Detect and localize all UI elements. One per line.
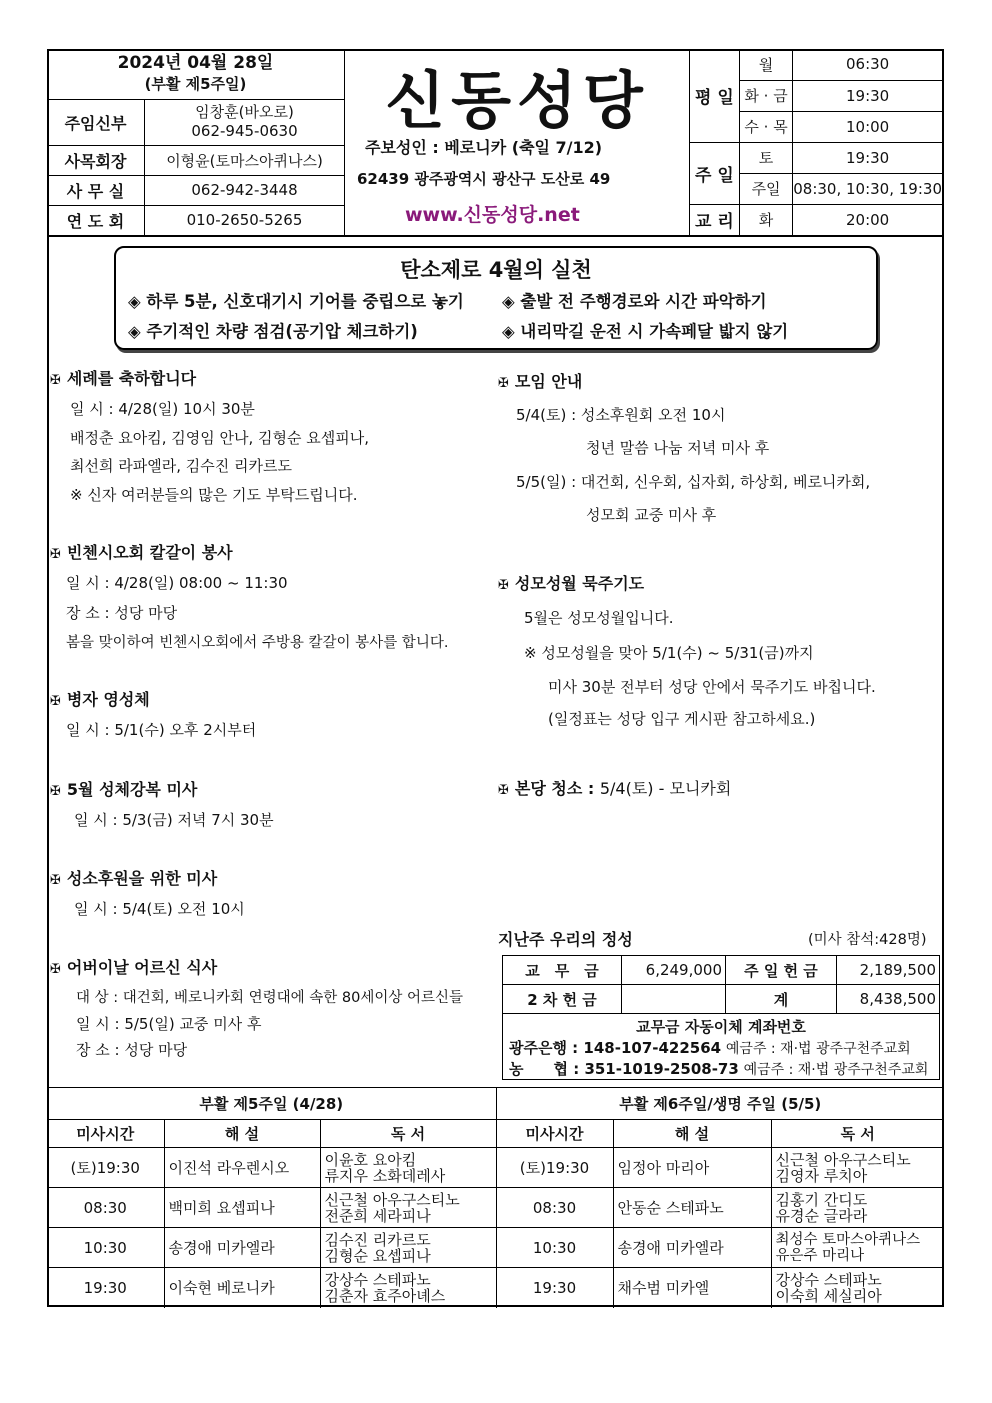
- reader: 전준희 세라피나: [324, 1206, 431, 1225]
- cross-icon: ✠: [50, 547, 61, 562]
- council-label: 사목회장: [47, 145, 145, 175]
- office-label: 사 무 실: [47, 175, 145, 205]
- section-title-text: 성모성월 묵주기도: [514, 574, 645, 593]
- parents-line: 대 상 : 대건회, 베로니카회 연령대에 속한 80세이상 어르신들: [76, 990, 463, 1006]
- schedule-day: 토: [739, 142, 792, 173]
- duty-header: 독 서: [320, 1120, 496, 1148]
- bank-holder: 예금주 : 재·법 광주구천주교회: [743, 1062, 929, 1078]
- offering-label: 계: [726, 985, 837, 1014]
- schedule-time: 08:30, 10:30, 19:30: [793, 173, 942, 204]
- bulletin-week: (부활 제5주일): [144, 74, 247, 93]
- commentator: 송경애 미카엘라: [164, 1228, 320, 1268]
- reader: 김영자 루치아: [775, 1166, 868, 1185]
- rosary-line: ※ 성모성월을 맞아 5/1(수) ~ 5/31(금)까지: [524, 644, 814, 662]
- baptism-line: 배정춘 요아킴, 김영임 안나, 김형순 요셉피나,: [70, 429, 369, 447]
- meeting-line: 5/4(토) : 성소후원회 오전 10시: [516, 406, 726, 424]
- mass-time: 19:30: [47, 1268, 164, 1308]
- schedule-day: 주일: [739, 173, 792, 204]
- cross-icon: ✠: [50, 694, 61, 709]
- rosary-line: 미사 30분 전부터 성당 안에서 묵주기도 바칩니다.: [548, 678, 876, 696]
- schedule-time: 20:00: [793, 204, 942, 235]
- duty-header: 해 설: [164, 1120, 320, 1148]
- commentator: 이숙현 베로니카: [164, 1268, 320, 1308]
- section-vocation-title: [50, 866, 217, 889]
- contact-table: [47, 49, 345, 235]
- section-title-text: 어버이날 어르신 식사: [66, 958, 218, 977]
- cross-icon: ✠: [50, 784, 61, 799]
- sunday-label: 주 일: [690, 142, 740, 204]
- table-row: [47, 1188, 944, 1228]
- commentator: 안동순 스테파노: [613, 1188, 771, 1228]
- parents-line: 장 소 : 성당 마당: [76, 1041, 188, 1059]
- meeting-line: 5/5(일) : 대건회, 신우회, 십자회, 하상회, 베로니카회,: [516, 473, 871, 491]
- bank-account: 148-107-422564: [583, 1039, 722, 1057]
- commentator: 채수범 미카엘: [613, 1268, 771, 1308]
- commentator: 임정아 마리아: [613, 1148, 771, 1188]
- offering-label: 2 차 헌 금: [503, 985, 622, 1014]
- schedule-day: 화 · 금: [739, 80, 792, 111]
- section-title-text: 본당 청소 :: [514, 779, 595, 798]
- reader: 김홍기 간디도: [775, 1190, 868, 1209]
- church-name: 신동성당: [385, 64, 649, 137]
- ministry-duty-table: [47, 1087, 944, 1308]
- cross-icon: ✠: [50, 873, 61, 888]
- weekday-label: 평 일: [690, 49, 740, 142]
- bank-title: 교무금 자동이체 계좌번호: [636, 1018, 806, 1036]
- website-link[interactable]: www.신동성당.net: [405, 204, 580, 226]
- reader: 이윤호 요아킴: [324, 1150, 417, 1169]
- section-sick-title: [50, 687, 150, 710]
- reader: 김형순 요셉피나: [324, 1246, 431, 1265]
- section-title-text: 빈첸시오회 칼갈이 봉사: [66, 543, 233, 562]
- duty-header: 미사시간: [47, 1120, 164, 1148]
- table-row: [47, 1228, 944, 1268]
- title-block: [345, 49, 689, 235]
- benediction-line: 일 시 : 5/3(금) 저녁 7시 30분: [74, 811, 274, 829]
- baptism-line: 최선희 라파엘라, 김수진 리카르도: [70, 457, 292, 475]
- banner-item: ◈ 출발 전 주행경로와 시간 파악하기: [502, 292, 767, 311]
- cross-icon: ✠: [498, 783, 509, 798]
- banner-item: ◈ 하루 5분, 신호대기시 기어를 중립으로 놓기: [128, 292, 464, 311]
- section-meeting-title: [498, 369, 582, 392]
- commentator: 백미희 요셉피나: [164, 1188, 320, 1228]
- mass-time: 08:30: [47, 1188, 164, 1228]
- section-title-text: 성소후원을 위한 미사: [66, 869, 218, 888]
- mass-time: 08:30: [496, 1188, 613, 1228]
- section-title-text: 병자 영성체: [66, 690, 150, 709]
- offering-label: 주 일 헌 금: [726, 956, 837, 985]
- duty-header: 해 설: [613, 1120, 771, 1148]
- reader: 류지우 소화데레사: [324, 1166, 446, 1185]
- pastor-label: 주임신부: [47, 99, 145, 145]
- church-address: 62439 광주광역시 광산구 도산로 49: [357, 170, 611, 188]
- reader: 이숙희 세실리아: [775, 1286, 882, 1305]
- mass-time: 19:30: [496, 1268, 613, 1308]
- prayer-group-label: 연 도 회: [47, 205, 145, 235]
- offering-table: [502, 955, 940, 1014]
- mass-schedule-table: [689, 49, 942, 235]
- office-phone: 062-942-3448: [145, 175, 345, 205]
- knife-line: 일 시 : 4/28(일) 08:00 ~ 11:30: [66, 574, 288, 592]
- section-knife-title: [50, 540, 233, 563]
- mass-time: (토)19:30: [47, 1148, 164, 1188]
- section-cleaning-title: [498, 776, 731, 799]
- reader: 유은주 마리나: [775, 1247, 865, 1264]
- cross-icon: ✠: [50, 962, 61, 977]
- section-baptism-title: [50, 366, 196, 389]
- banner-title: 탄소제로 4월의 실천: [400, 258, 592, 282]
- section-benediction-title: [50, 777, 197, 800]
- meeting-line: 성모회 교중 미사 후: [586, 506, 717, 524]
- offering-label: 교 무 금: [503, 956, 622, 985]
- schedule-time: 10:00: [793, 111, 942, 142]
- section-rosary-title: [498, 571, 644, 594]
- reader: 김수진 리카르도: [324, 1230, 431, 1249]
- reader: 신근철 아우구스티노: [775, 1150, 911, 1169]
- bank-info-box: [502, 1013, 940, 1080]
- parents-line: 일 시 : 5/5(일) 교중 미사 후: [76, 1015, 262, 1033]
- bulletin-date: 2024년 04월 28일: [117, 52, 274, 73]
- duty-left-title: 부활 제5주일 (4/28): [47, 1088, 496, 1120]
- offering-title: 지난주 우리의 정성: [498, 930, 633, 949]
- schedule-day: 수 · 목: [739, 111, 792, 142]
- reader: 강상수 스테파노: [324, 1270, 431, 1289]
- pastor-phone: 062-945-0630: [191, 122, 298, 140]
- commentator: 이진석 라우렌시오: [164, 1148, 320, 1188]
- meeting-line: 청년 말씀 나눔 저녁 미사 후: [586, 439, 770, 457]
- knife-line: 봄을 맞이하여 빈첸시오회에서 주방용 칼갈이 봉사를 합니다.: [66, 635, 449, 651]
- duty-header: 독 서: [771, 1120, 944, 1148]
- attendance-count: (미사 참석:428명): [808, 932, 927, 948]
- duty-header: 미사시간: [496, 1120, 613, 1148]
- section-parents-title: [50, 955, 217, 978]
- section-title-text: 세례를 축하합니다: [66, 369, 197, 388]
- schedule-time: 06:30: [793, 49, 942, 80]
- rosary-line: 5월은 성모성월입니다.: [524, 609, 674, 627]
- carbon-zero-banner: [114, 246, 878, 350]
- knife-line: 장 소 : 성당 마당: [66, 604, 178, 622]
- council-name: 이형윤(토마스아퀴나스): [145, 145, 345, 175]
- offering-value: 2,189,500: [837, 956, 940, 985]
- schedule-day: 월: [739, 49, 792, 80]
- reader: 강상수 스테파노: [775, 1270, 882, 1289]
- baptism-line: ※ 신자 여러분들의 많은 기도 부탁드립니다.: [70, 486, 358, 504]
- patron-saint: 주보성인 : 베로니카 (축일 7/12): [365, 138, 603, 157]
- offering-value: 8,438,500: [837, 985, 940, 1014]
- prayer-group-phone: 010-2650-5265: [145, 205, 345, 235]
- reader: 김춘자 효주아녜스: [324, 1286, 446, 1305]
- cross-icon: ✠: [498, 578, 509, 593]
- reader: 신근철 아우구스티노: [324, 1190, 460, 1209]
- cross-icon: ✠: [498, 376, 509, 391]
- reader: 유경순 글라라: [775, 1206, 868, 1225]
- offering-value: [622, 985, 726, 1014]
- section-title-text: 5월 성체강복 미사: [66, 780, 198, 799]
- bank-holder: 예금주 : 재·법 광주구천주교회: [725, 1041, 911, 1057]
- table-row: [47, 1148, 944, 1188]
- schedule-day: 화: [739, 204, 792, 235]
- duty-right-title: 부활 제6주일/생명 주일 (5/5): [496, 1088, 944, 1120]
- bank-account: 351-1019-2508-73: [584, 1060, 739, 1078]
- banner-item: ◈ 내리막길 운전 시 가속페달 밟지 않기: [502, 322, 789, 341]
- sick-line: 일 시 : 5/1(수) 오후 2시부터: [66, 721, 257, 739]
- bank-name: 광주은행 :: [509, 1039, 584, 1057]
- schedule-time: 19:30: [793, 142, 942, 173]
- cross-icon: ✠: [50, 373, 61, 388]
- bank-name: 농 협 :: [509, 1060, 585, 1078]
- header: [47, 49, 944, 237]
- doctrine-label: 교 리: [690, 204, 740, 235]
- table-row: [47, 1268, 944, 1308]
- vocation-line: 일 시 : 5/4(토) 오전 10시: [74, 900, 245, 918]
- section-title-text: 모임 안내: [514, 372, 583, 391]
- mass-time: (토)19:30: [496, 1148, 613, 1188]
- reader: 최성수 토마스아퀴나스: [775, 1231, 921, 1248]
- rosary-line: (일정표는 성당 입구 게시판 참고하세요.): [548, 710, 816, 728]
- commentator: 송경애 미카엘라: [613, 1228, 771, 1268]
- banner-item: ◈ 주기적인 차량 점검(공기압 체크하기): [128, 322, 418, 341]
- baptism-line: 일 시 : 4/28(일) 10시 30분: [70, 400, 255, 418]
- mass-time: 10:30: [47, 1228, 164, 1268]
- schedule-time: 19:30: [793, 80, 942, 111]
- cleaning-detail: 5/4(토) - 모니카회: [599, 779, 732, 798]
- offering-value: 6,249,000: [622, 956, 726, 985]
- mass-time: 10:30: [496, 1228, 613, 1268]
- pastor-name: 임창훈(바오로): [195, 103, 294, 121]
